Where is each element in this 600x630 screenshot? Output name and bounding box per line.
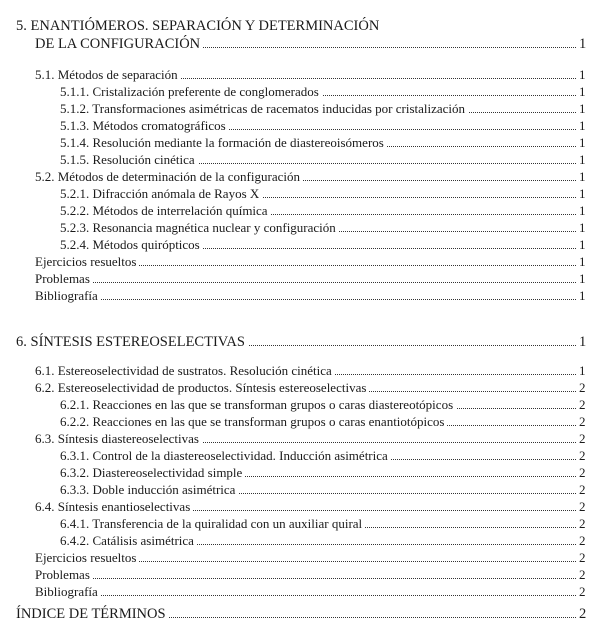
toc-page-number: 2: [579, 606, 587, 622]
toc-entry-title: Métodos de determinación de la configuración: [57, 169, 300, 184]
toc-page-number: 1: [579, 288, 586, 303]
toc-page-number: 1: [579, 101, 586, 116]
toc-entry-title: Ejercicios resueltos: [35, 550, 137, 565]
toc-page-number: 2: [579, 414, 586, 429]
toc-backmatter-entry[interactable]: [0, 583, 600, 601]
toc-entry-title: Problemas: [35, 271, 90, 286]
toc-entry-label: [16, 17, 382, 35]
toc-entry-label: [35, 270, 93, 288]
toc-subsection-entry[interactable]: [0, 236, 600, 254]
toc-entry-number: 6.2.: [35, 380, 55, 395]
toc-entry-number: 5.1.4.: [60, 135, 90, 150]
toc-page-number: 1: [579, 254, 586, 269]
toc-entry-number: 6.3.2.: [60, 465, 90, 480]
toc-entry-title: ENANTIÓMEROS. SEPARACIÓN Y DETERMINACIÓN: [30, 18, 380, 34]
toc-entry-title: Estereoselectividad de sustratos. Resolución cinética: [57, 363, 332, 378]
toc-entry-label: [60, 83, 322, 101]
toc-page-number: 2: [579, 397, 586, 412]
toc-entry-title: Control de la diastereoselectividad. Inducción asimétrica: [92, 448, 388, 463]
toc-page-number: 2: [579, 380, 586, 395]
toc-entry-label: [60, 100, 468, 118]
toc-backmatter-entry[interactable]: [0, 287, 600, 305]
toc-page-number: 2: [579, 448, 586, 463]
toc-page-number: 2: [579, 499, 586, 514]
toc-leader-dots: [35, 282, 576, 283]
toc-entry-label: [16, 333, 248, 351]
toc-entry-title: Transformaciones asimétricas de racematos inducidas por cristalización: [92, 101, 466, 116]
toc-entry-number: 6.1.: [35, 363, 55, 378]
toc-entry-label: [60, 413, 447, 431]
toc-entry-title: DE LA CONFIGURACIÓN: [35, 36, 201, 52]
toc-entry-title: ÍNDICE DE TÉRMINOS: [16, 606, 166, 622]
toc-entry-label: [60, 236, 203, 254]
toc-page-number: 2: [579, 482, 586, 497]
toc-entry-label: [60, 396, 456, 414]
toc-entry-number: 6.4.2.: [60, 533, 90, 548]
toc-subsection-entry[interactable]: [0, 447, 600, 465]
toc-entry-title: Métodos quirópticos: [92, 237, 200, 252]
toc-entry-label: [60, 481, 238, 499]
toc-entry-label: [60, 151, 198, 169]
toc-entry-title: SÍNTESIS ESTEREOSELECTIVAS: [30, 334, 245, 350]
toc-subsection-entry[interactable]: [0, 515, 600, 533]
toc-entry-title: Catálisis asimétrica: [92, 533, 194, 548]
toc-entry-number: 5.2.1.: [60, 186, 90, 201]
toc-entry-title: Resolución mediante la formación de diastereoisómeros: [92, 135, 384, 150]
toc-entry-title: Métodos cromatográficos: [92, 118, 226, 133]
toc-entry-title: Síntesis enantioselectivas: [57, 499, 191, 514]
toc-page-number: 1: [579, 334, 587, 350]
toc-section-entry[interactable]: [0, 66, 600, 84]
toc-entry-number: 6.2.2.: [60, 414, 90, 429]
toc-page-number: 2: [579, 431, 586, 446]
toc-subsection-entry[interactable]: [0, 202, 600, 220]
toc-entry-number: 5.2.4.: [60, 237, 90, 252]
toc-page-number: 1: [579, 36, 587, 52]
toc-entry-number: 5.: [16, 18, 27, 34]
toc-entry-label: [35, 430, 202, 448]
toc-entry-number: 5.1.2.: [60, 101, 90, 116]
toc-entry-title: Métodos de separación: [57, 67, 178, 82]
toc-page-number: 1: [579, 203, 586, 218]
toc-subsection-entry[interactable]: [0, 532, 600, 550]
toc-entry-label: [60, 134, 387, 152]
toc-entry-number: 5.1.1.: [60, 84, 90, 99]
toc-leader-dots: [35, 578, 576, 579]
toc-page-number: 1: [579, 271, 586, 286]
toc-entry-label: [60, 202, 271, 220]
toc-entry-label: [35, 549, 139, 567]
toc-entry-number: 6.3.1.: [60, 448, 90, 463]
toc-page-number: 2: [579, 567, 586, 582]
toc-entry-title: Transferencia de la quiralidad con un auxiliar quiral: [92, 516, 363, 531]
toc-subsection-entry[interactable]: [0, 185, 600, 203]
toc-subsection-entry[interactable]: [0, 151, 600, 169]
toc-entry-title: Síntesis diastereoselectivas: [57, 431, 199, 446]
toc-page-number: 1: [579, 186, 586, 201]
toc-entry-number: 5.1.5.: [60, 152, 90, 167]
toc-subsection-entry[interactable]: [0, 117, 600, 135]
toc-entry-number: 6.3.: [35, 431, 55, 446]
toc-page-number: 1: [579, 237, 586, 252]
toc-index-entry[interactable]: [0, 605, 600, 623]
toc-leader-dots: [35, 299, 576, 300]
toc-entry-label: [16, 605, 169, 623]
toc-page-number: 1: [579, 84, 586, 99]
toc-entry-label: [35, 253, 139, 271]
toc-entry-title: Resolución cinética: [92, 152, 195, 167]
toc-entry-label: [35, 35, 203, 53]
toc-page-number: 2: [579, 550, 586, 565]
toc-leader-dots: [35, 595, 576, 596]
toc-backmatter-entry[interactable]: [0, 566, 600, 584]
toc-entry-title: Difracción anómala de Rayos X: [92, 186, 260, 201]
toc-page-number: 1: [579, 220, 586, 235]
toc-subsection-entry[interactable]: [0, 413, 600, 431]
toc-entry-label: [60, 464, 245, 482]
toc-subsection-entry[interactable]: [0, 464, 600, 482]
toc-entry-title: Reacciones en las que se transforman grupos o caras diastereotópicos: [92, 397, 454, 412]
toc-entry-title: Reacciones en las que se transforman grupos o caras enantiotópicos: [92, 414, 445, 429]
toc-entry-label: [35, 168, 303, 186]
toc-page-number: 1: [579, 67, 586, 82]
toc-section-entry[interactable]: [0, 498, 600, 516]
toc-subsection-entry[interactable]: [0, 83, 600, 101]
toc-entry-label: [35, 566, 93, 584]
toc-entry-label: [35, 287, 101, 305]
toc-page-number: 1: [579, 363, 586, 378]
toc-entry-title: Diastereoselectividad simple: [92, 465, 243, 480]
toc-entry-title: Bibliografía: [35, 288, 98, 303]
toc-backmatter-entry[interactable]: [0, 270, 600, 288]
toc-entry-label: [60, 532, 197, 550]
toc-entry-label: [60, 515, 365, 533]
toc-entry-number: 5.1.: [35, 67, 55, 82]
toc-chapter-entry[interactable]: [0, 333, 600, 351]
toc-entry-number: 5.1.3.: [60, 118, 90, 133]
toc-page-number: 2: [579, 516, 586, 531]
toc-chapter-entry[interactable]: [0, 35, 600, 53]
toc-page-number: 2: [579, 533, 586, 548]
toc-entry-label: [35, 583, 101, 601]
toc-entry-title: Problemas: [35, 567, 90, 582]
toc-entry-title: Métodos de interrelación química: [92, 203, 268, 218]
toc-entry-number: 6.: [16, 334, 27, 350]
toc-entry-label: [35, 66, 181, 84]
toc-entry-number: 6.4.: [35, 499, 55, 514]
toc-page-number: 1: [579, 169, 586, 184]
toc-entry-label: [60, 219, 339, 237]
toc-section-entry[interactable]: [0, 379, 600, 397]
toc-entry-number: 5.2.: [35, 169, 55, 184]
toc-entry-label: [35, 362, 335, 380]
toc-subsection-entry[interactable]: [0, 481, 600, 499]
toc-entry-label: [60, 185, 262, 203]
toc-section-entry[interactable]: [0, 362, 600, 380]
toc-entry-number: 6.4.1.: [60, 516, 90, 531]
toc-entry-label: [60, 447, 391, 465]
toc-entry-title: Resonancia magnética nuclear y configuración: [92, 220, 336, 235]
toc-entry-title: Bibliografía: [35, 584, 98, 599]
toc-entry-title: Doble inducción asimétrica: [92, 482, 236, 497]
toc-page-number: 1: [579, 118, 586, 133]
toc-entry-label: [35, 498, 193, 516]
toc-entry-number: 6.3.3.: [60, 482, 90, 497]
toc-entry-label: [35, 379, 369, 397]
toc-page-number: 1: [579, 135, 586, 150]
toc-section-entry[interactable]: [0, 168, 600, 186]
toc-entry-title: Ejercicios resueltos: [35, 254, 137, 269]
toc-entry-title: Cristalización preferente de conglomerados: [92, 84, 319, 99]
toc-backmatter-entry[interactable]: [0, 253, 600, 271]
toc-page-number: 2: [579, 584, 586, 599]
toc-entry-number: 5.2.3.: [60, 220, 90, 235]
toc-entry-label: [60, 117, 229, 135]
toc-page-number: 2: [579, 465, 586, 480]
toc-chapter-heading: [0, 17, 600, 35]
toc-entry-title: Estereoselectividad de productos. Síntesis estereoselectivas: [57, 380, 367, 395]
toc-subsection-entry[interactable]: [0, 134, 600, 152]
toc-section-entry[interactable]: [0, 430, 600, 448]
toc-entry-number: 6.2.1.: [60, 397, 90, 412]
toc-backmatter-entry[interactable]: [0, 549, 600, 567]
toc-entry-number: 5.2.2.: [60, 203, 90, 218]
toc-subsection-entry[interactable]: [0, 100, 600, 118]
toc-page-number: 1: [579, 152, 586, 167]
toc-subsection-entry[interactable]: [0, 396, 600, 414]
toc-subsection-entry[interactable]: [0, 219, 600, 237]
